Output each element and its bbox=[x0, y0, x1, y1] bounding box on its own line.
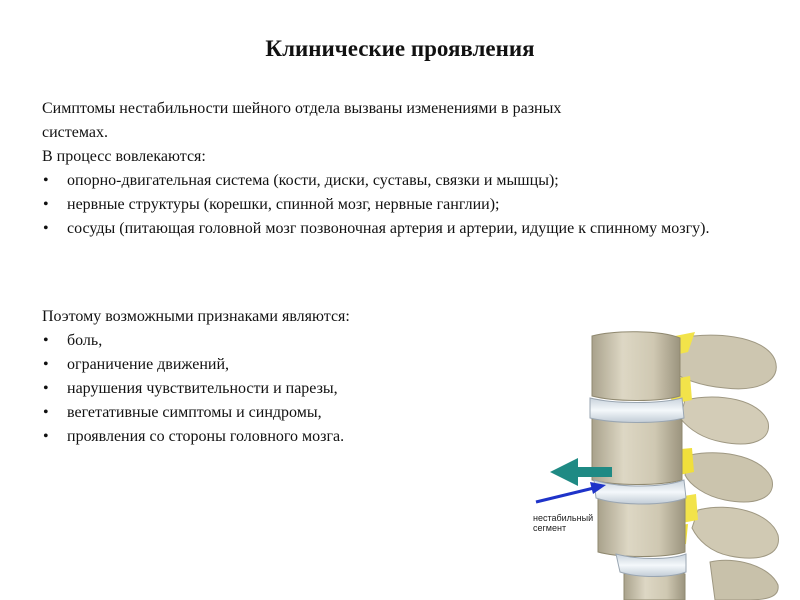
figure-caption bbox=[533, 513, 593, 533]
list-item: • ограничение движений, bbox=[42, 353, 512, 377]
spine-segment-graphic bbox=[520, 330, 800, 600]
list-item: • нервные структуры (корешки, спинной мозг, нервные ганглии); bbox=[42, 193, 732, 217]
involved-list bbox=[42, 169, 732, 241]
list-item: • вегетативные симптомы и синдромы, bbox=[42, 401, 512, 425]
spine-illustration bbox=[520, 330, 800, 600]
signs-list bbox=[42, 329, 512, 449]
intro-text-line1: Симптомы нестабильности шейного отдела вызваны изменениями в разных bbox=[42, 100, 562, 117]
list-item: • проявления со стороны головного мозга. bbox=[42, 425, 512, 449]
signs-section bbox=[42, 305, 512, 449]
list-item: • опорно-двигательная система (кости, диски, суставы, связки и мышцы); bbox=[42, 169, 732, 193]
pointer-arrow bbox=[536, 482, 606, 502]
caption-line1: нестабильный bbox=[533, 513, 594, 523]
signs-label: Поэтому возможными признаками являются: bbox=[42, 308, 350, 325]
involved-label: В процесс вовлекаются: bbox=[42, 148, 206, 165]
list-item: • боль, bbox=[42, 329, 512, 353]
caption-line2: сегмент bbox=[533, 523, 567, 533]
slide-title: Клинические проявления bbox=[265, 36, 535, 61]
list-item: • нарушения чувствительности и парезы, bbox=[42, 377, 512, 401]
intro-text-line2: системах. bbox=[42, 124, 108, 141]
symptoms-section bbox=[42, 97, 732, 241]
list-item: • сосуды (питающая головной мозг позвоночная артерия и артерии, идущие к спинному мозгу). bbox=[42, 217, 732, 241]
